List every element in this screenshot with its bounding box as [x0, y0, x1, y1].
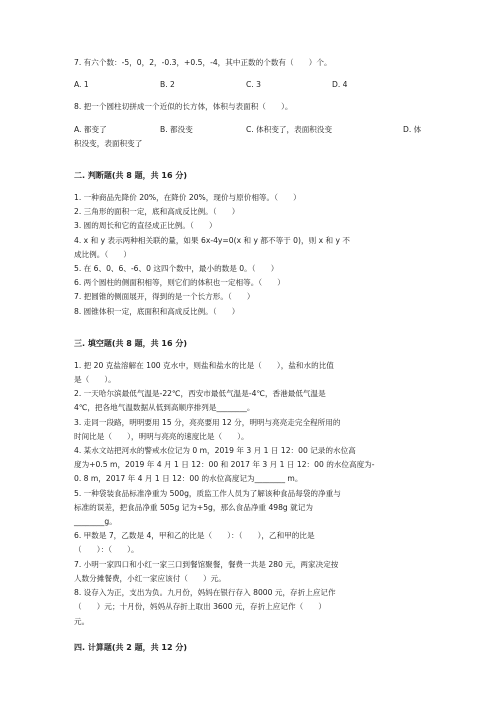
- fill-in-line: 0. 8 m，2017 年 4 月 1 日 12：00 的水位高度记为________ m。: [74, 474, 303, 484]
- mc-question-8-option-d-cont: 积没变，表面积变了: [74, 138, 143, 148]
- fill-in-line: 3. 走同一段路，明明要用 15 分，亮亮要用 12 分，明明与亮亮走完全程所用的: [74, 417, 341, 427]
- fill-in-line: 4. 某水文站把河水的警戒水位记为 0 m，2019 年 3 月 1 日 12：00 记录的水位高: [74, 446, 356, 456]
- option-a[interactable]: A. 1: [74, 80, 89, 90]
- fill-in-line: 6. 甲数是 7，乙数是 4，甲和乙的比是（ ）：（ ），乙和甲的比是: [74, 531, 315, 541]
- judgement-item: 6. 两个圆柱的侧面积相等，则它们的体积也一定相等。（ ）: [74, 278, 285, 288]
- option-d[interactable]: D. 体: [403, 124, 422, 134]
- fill-in-line: 1. 把 20 克盐溶解在 100 克水中，则盐和盐水的比是（ ），盐和水的比值: [74, 360, 334, 370]
- fill-in-line: 度为+0.5 m，2019 年 4 月 1 日 12：00 和 2017 年 3 月 1 日 12：00 的水位高度为-: [74, 460, 375, 470]
- option-c[interactable]: C. 体积变了，表面积没变: [246, 124, 333, 134]
- option-c[interactable]: C. 3: [246, 80, 261, 90]
- mc-question-8: 8. 把一个圆柱切拼成一个近似的长方体，体积与表面积（ ）。: [74, 102, 293, 112]
- option-b[interactable]: B. 都没变: [160, 124, 193, 134]
- fill-in-line: 标准的误差，把食品净重 505g 记为+5g，那么食品净重 498g 就记为: [74, 502, 313, 512]
- fill-in-line: 元。: [74, 616, 90, 626]
- fill-in-line: 时间比是（ ），明明与亮亮的速度比是（ ）。: [74, 431, 249, 441]
- judgement-item: 5. 在 6、0、6、-6、0 这四个数中，最小的数是 0。（ ）: [74, 264, 279, 274]
- mc-question-7: 7. 有六个数：-5，0，2，-0.3，+0.5，-4，其中正数的个数有（ ）个。: [74, 58, 332, 67]
- fill-in-line: 是（ ）。: [74, 375, 116, 385]
- section-title-judgement: 二. 判断题(共 8 题，共 16 分): [74, 171, 187, 181]
- section-title-fill-in: 三. 填空题(共 8 题，共 16 分): [74, 338, 187, 348]
- option-b[interactable]: B. 2: [160, 80, 175, 90]
- section-title-calculation: 四. 计算题(共 2 题，共 12 分): [74, 642, 187, 652]
- fill-in-line: ________g。: [74, 517, 117, 527]
- judgement-item: 8. 圆锥体积一定，底面积和高成反比例。（ ）: [74, 306, 240, 316]
- judgement-item: 4. x 和 y 表示两种相关联的量，如果 6x-4y=0(x 和 y 都不等于 0)，则 x 和 y 不: [74, 235, 350, 245]
- judgement-item: 1. 一种商品先降价 20%，在降价 20%，现价与原价相等。（ ）: [74, 193, 301, 203]
- mc-question-8-options: [74, 123, 430, 137]
- fill-in-line: （ ）元；十月份，妈妈从存折上取出 3600 元，存折上应记作（ ）: [74, 602, 326, 612]
- judgement-item: 3. 圆的周长和它的直径成正比例。（ ）: [74, 221, 217, 231]
- judgement-item: 成比例。（ ）: [74, 249, 131, 259]
- option-d[interactable]: D. 4: [332, 80, 348, 90]
- fill-in-line: （ ）：（ ）。: [74, 545, 139, 555]
- exam-page: [74, 56, 430, 655]
- judgement-item: 7. 把圆锥的侧面展开，得到的是一个长方形。（ ）: [74, 292, 255, 302]
- mc-question-7-options: [74, 78, 430, 92]
- fill-in-line: 4℃，把各地气温数据从低到高顺序排列是________。: [74, 403, 255, 413]
- fill-in-line: 8. 设存入为正，支出为负。九月份，妈妈在银行存入 8000 元，存折上应记作: [74, 588, 336, 598]
- fill-in-line: 2. 一天哈尔滨最低气温是-22℃，西安市最低气温是-4℃，香港最低气温是: [74, 389, 326, 399]
- fill-in-line: 5. 一种袋装食品标准净重为 500g，质监工作人员为了解该种食品每袋的净重与: [74, 488, 341, 498]
- judgement-item: 2. 三角形的面积一定，底和高成反比例。（ ）: [74, 207, 240, 217]
- fill-in-line: 人数分摊餐费，小红一家应该付（ ）元。: [74, 573, 226, 583]
- fill-in-line: 7. 小明一家四口和小红一家三口到餐馆聚餐，餐费一共是 280 元，两家决定按: [74, 559, 339, 569]
- option-a[interactable]: A. 都变了: [74, 124, 107, 134]
